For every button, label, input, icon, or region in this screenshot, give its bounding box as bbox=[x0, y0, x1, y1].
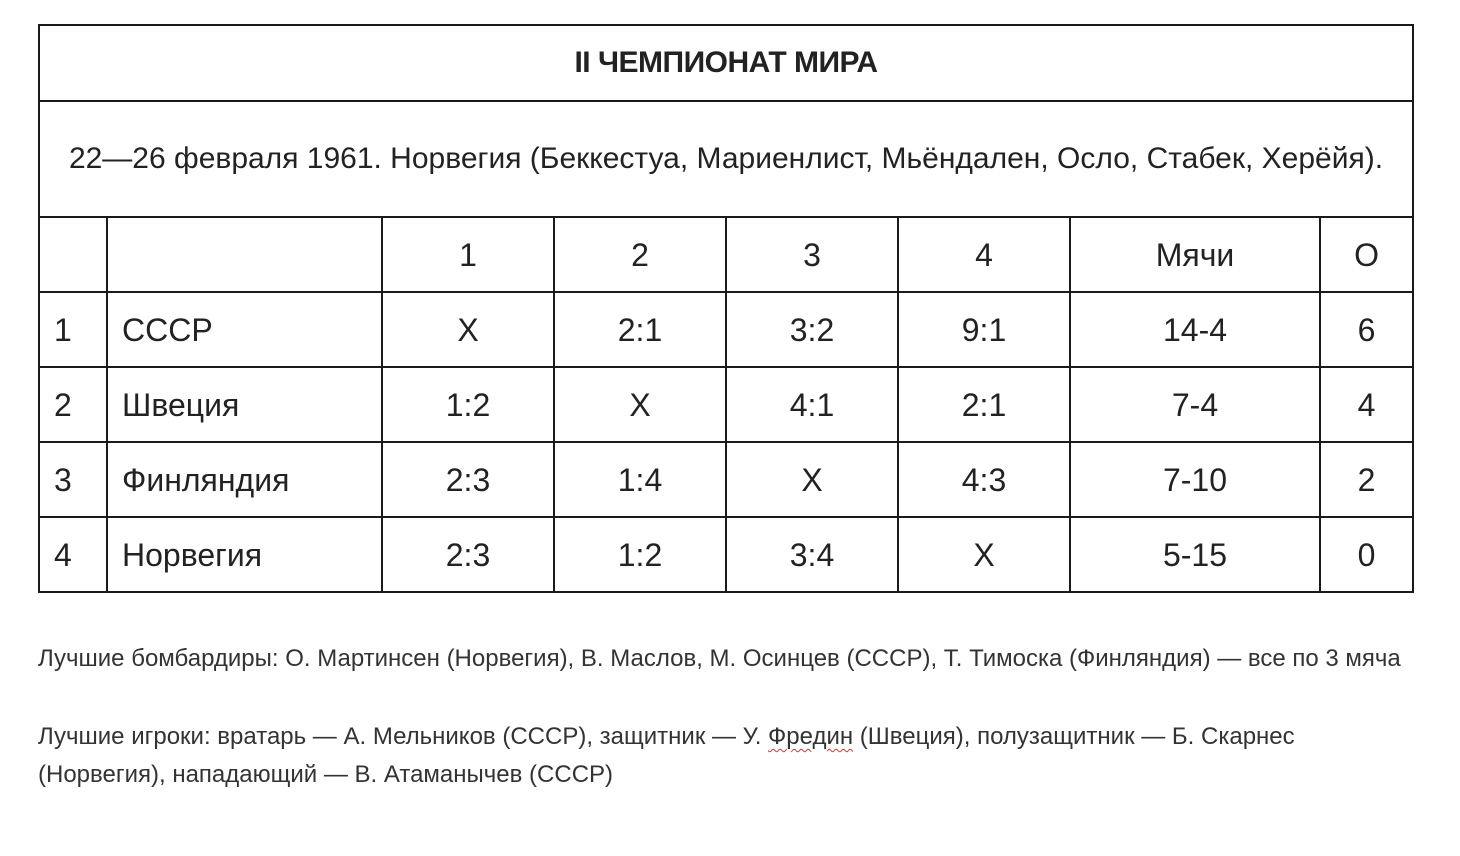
best-players-text-end: (Швеция), полузащитник — Б. Скарнес (Норвегия), нападающий — В. Атаманычев (СССР) bbox=[38, 723, 1295, 788]
row-team: Швеция bbox=[107, 367, 382, 442]
notes-section bbox=[38, 640, 1418, 834]
subtitle-row bbox=[39, 101, 1413, 217]
row-result-4: 2:1 bbox=[898, 367, 1070, 442]
row-result-2: 1:4 bbox=[554, 442, 726, 517]
row-rank: 2 bbox=[39, 367, 107, 442]
best-players-paragraph bbox=[38, 718, 1418, 794]
row-goals: 7-4 bbox=[1070, 367, 1320, 442]
row-goals: 14-4 bbox=[1070, 292, 1320, 367]
document bbox=[38, 24, 1412, 593]
misspelled-word[interactable]: Фредин bbox=[768, 723, 854, 750]
row-result-4: 9:1 bbox=[898, 292, 1070, 367]
row-goals: 7-10 bbox=[1070, 442, 1320, 517]
row-team: Норвегия bbox=[107, 517, 382, 592]
row-rank: 1 bbox=[39, 292, 107, 367]
header-row bbox=[39, 217, 1413, 292]
row-result-2: Х bbox=[554, 367, 726, 442]
header-team bbox=[107, 217, 382, 292]
row-goals: 5-15 bbox=[1070, 517, 1320, 592]
table-subtitle: 22—26 февраля 1961. Норвегия (Беккестуа, Мариенлист, Мьёндален, Осло, Стабек, Херёйя). bbox=[39, 101, 1413, 217]
table-row bbox=[39, 517, 1413, 592]
row-result-2: 2:1 bbox=[554, 292, 726, 367]
header-col-4: 4 bbox=[898, 217, 1070, 292]
best-players-text-start: Лучшие игроки: вратарь — А. Мельников (СССР), защитник — У. bbox=[38, 723, 769, 750]
table-row bbox=[39, 292, 1413, 367]
row-rank: 3 bbox=[39, 442, 107, 517]
top-scorers-paragraph: Лучшие бомбардиры: О. Мартинсен (Норвегия), В. Маслов, М. Осинцев (СССР), Т. Тимоска (Финляндия) — все по 3 мяча bbox=[38, 645, 1401, 672]
row-result-3: 3:2 bbox=[726, 292, 898, 367]
header-goals: Мячи bbox=[1070, 217, 1320, 292]
title-row bbox=[39, 25, 1413, 101]
header-rank bbox=[39, 217, 107, 292]
standings-table bbox=[38, 24, 1414, 593]
header-col-1: 1 bbox=[382, 217, 554, 292]
row-result-3: 3:4 bbox=[726, 517, 898, 592]
header-col-2: 2 bbox=[554, 217, 726, 292]
row-team: Финляндия bbox=[107, 442, 382, 517]
row-result-3: Х bbox=[726, 442, 898, 517]
row-result-3: 4:1 bbox=[726, 367, 898, 442]
row-rank: 4 bbox=[39, 517, 107, 592]
row-result-1: 1:2 bbox=[382, 367, 554, 442]
row-points: 0 bbox=[1320, 517, 1413, 592]
header-points: О bbox=[1320, 217, 1413, 292]
row-result-1: Х bbox=[382, 292, 554, 367]
table-row bbox=[39, 367, 1413, 442]
row-points: 6 bbox=[1320, 292, 1413, 367]
row-team: СССР bbox=[107, 292, 382, 367]
row-points: 4 bbox=[1320, 367, 1413, 442]
row-result-1: 2:3 bbox=[382, 442, 554, 517]
row-result-4: Х bbox=[898, 517, 1070, 592]
row-points: 2 bbox=[1320, 442, 1413, 517]
row-result-4: 4:3 bbox=[898, 442, 1070, 517]
row-result-1: 2:3 bbox=[382, 517, 554, 592]
row-result-2: 1:2 bbox=[554, 517, 726, 592]
table-row bbox=[39, 442, 1413, 517]
header-col-3: 3 bbox=[726, 217, 898, 292]
table-title: II ЧЕМПИОНАТ МИРА bbox=[39, 25, 1413, 101]
